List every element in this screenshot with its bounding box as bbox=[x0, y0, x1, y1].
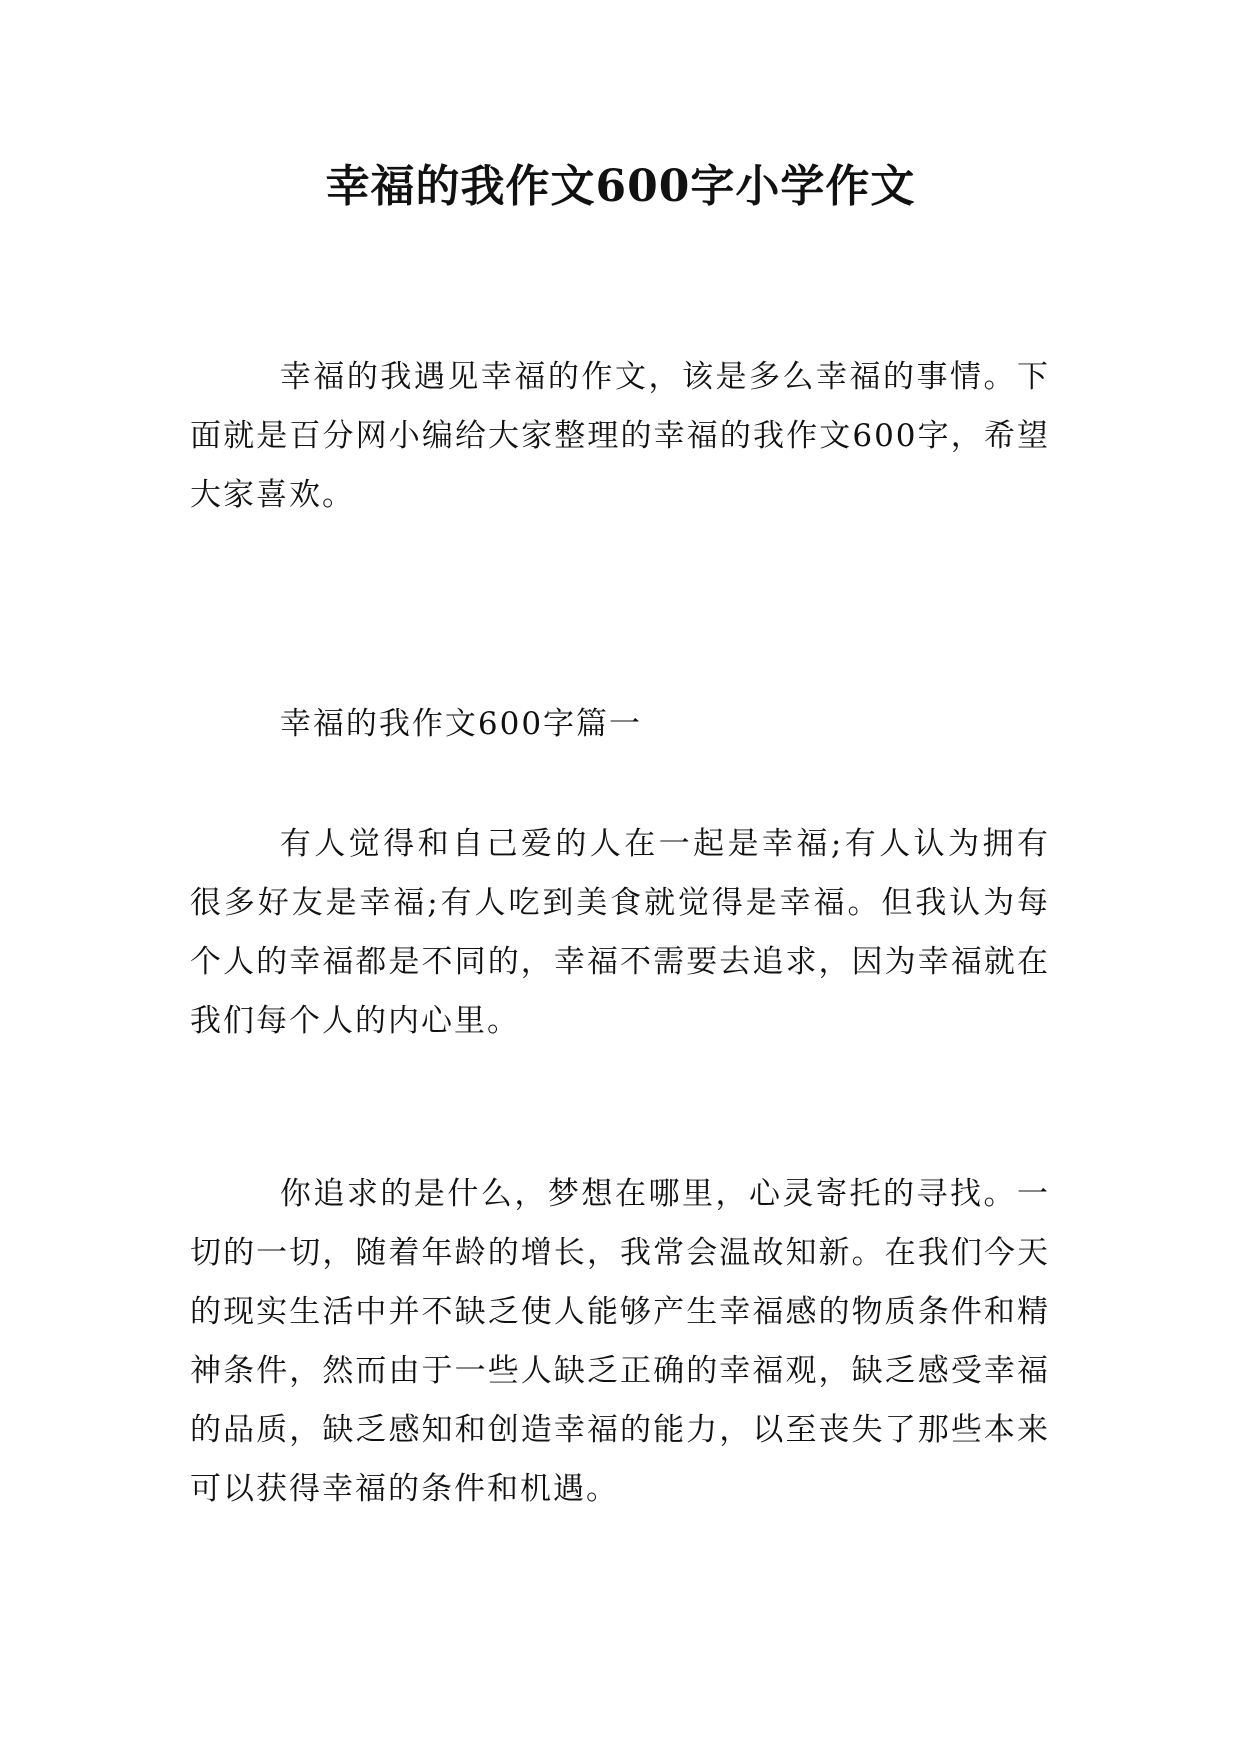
body-paragraph-2: 你追求的是什么，梦想在哪里，心灵寄托的寻找。一切的一切，随着年龄的增长，我常会温故知新。在我们今天的现实生活中并不缺乏使人能够产生幸福感的物质条件和精神条件，然而由于一些人缺乏正确的幸福观，缺乏感受幸福的品质，缺乏感知和创造幸福的能力，以至丧失了那些本来可以获得幸福的条件和机遇。 bbox=[190, 1176, 1050, 1507]
section-heading: 幸福的我作文600字篇一 bbox=[279, 706, 643, 742]
body-paragraph-1: 有人觉得和自己爱的人在一起是幸福;有人认为拥有很多好友是幸福;有人吃到美食就觉得是幸福。但我认为每个人的幸福都是不同的，幸福不需要去追求，因为幸福就在我们每个人的内心里。 bbox=[190, 826, 1050, 1039]
document-title: 幸福的我作文600字小学作文 bbox=[325, 161, 916, 212]
intro-paragraph: 幸福的我遇见幸福的作文，该是多么幸福的事情。下面就是百分网小编给大家整理的幸福的我作文600字，希望大家喜欢。 bbox=[190, 359, 1050, 513]
